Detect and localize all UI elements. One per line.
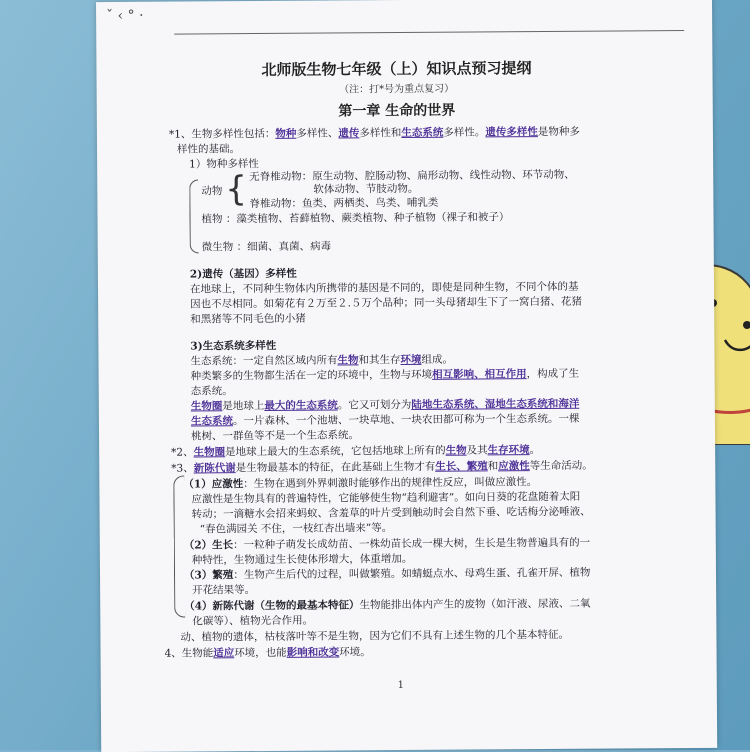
ecosystem-line-2: 种类繁多的生物都生活在一定的环境中，生物与环境相互影响、相互作用，构成了生 — [190, 367, 580, 383]
classification-brace — [189, 179, 199, 253]
animal-label: 动物 — [201, 185, 223, 198]
invertebrate-line-2: 软体动物、节肢动物。 — [313, 182, 419, 196]
genetic-line-1: 在地球上，不同种生物体内所携带的基因是不同的，即使是同种生物，不同个体的基 — [189, 280, 579, 296]
point-3-line: *3、新陈代谢是生物最基本的特征，在此基础上生物才有生长、繁殖和应激性等生命活动。 — [171, 459, 593, 475]
document-title: 北师版生物七年级（上）知识点预习提纲 — [261, 59, 532, 79]
point-2-line: *2、生物圈是地球上最大的生态系统，它包括地球上所有的生物及其生存环境。 — [171, 444, 541, 459]
irritability-line-4: “春色满园关 不住，一枝红杏出墙来”等。 — [199, 522, 393, 536]
ecosystem-line-1: 生态系统：一定自然区域内所有生物和其生存环境组成。 — [190, 353, 454, 368]
header-rule — [174, 30, 684, 35]
reproduction-line-1: （3）繁殖：生物产生后代的过程，叫做繁殖。如蜻蜓点水、母鸡生蛋、孔雀开屏、植物 — [183, 566, 591, 582]
irritability-line-3: 转动；一滴糖水会招来蚂蚁、含羞草的叶片受到触动时会自然下垂、吃话梅分泌唾液、 — [191, 505, 591, 521]
page-number: 1 — [397, 680, 405, 692]
genetic-line-3: 和黑猪等不同毛色的小猪 — [190, 312, 306, 326]
irritability-line-1: （1）应激性：生物在遇到外界刺激时能够作出的规律性反应，叫做应激性。 — [183, 476, 538, 491]
reproduction-line-2: 开花结果等。 — [192, 584, 256, 597]
point-1-line-1: *1、生物多样性包括：物种多样性、遗传多样性和生态系统多样性。遗传多样性是物种多 — [168, 125, 580, 141]
ecosystem-line-6: 桃树、一群鱼等不是一个生态系统。 — [191, 429, 360, 443]
document-page — [96, 0, 717, 752]
invertebrate-line-1: 无脊椎动物：原生动物、腔肠动物、扁形动物、线性动物、环节动物、 — [249, 168, 575, 184]
ecosystem-line-5: 生态系统。一片森林、一个池塘、一块草地、一块农田都可称为一个生态系统。一棵 — [190, 412, 580, 428]
microbe-line: 微生物 ：细菌、真菌、病毒 — [201, 240, 332, 254]
growth-line-1: （2）生长：一粒种子萌发长成幼苗、一株幼苗长成一棵大树，生长是生物普遍具有的一 — [183, 536, 591, 552]
point-1-line-2: 样性的基础。 — [176, 143, 241, 156]
ecosystem-diversity-heading: 3)生态系统多样性 — [190, 339, 277, 353]
animal-brace: { — [225, 169, 248, 210]
ecosystem-line-3: 态系统。 — [190, 385, 233, 398]
pencil-smudge: ˇ ‹ ° · — [106, 7, 144, 25]
point-4-line: 4、生物能适应环境，也能影响和改变环境。 — [164, 646, 371, 660]
non-living-note: 动、植物的遗体，枯枝落叶等不是生物，因为它们不具有上述生物的几个基本特征。 — [180, 628, 569, 644]
chapter-heading: 第一章 生命的世界 — [338, 102, 456, 120]
metabolism-line-2: 化碳等）、植物光合作用。 — [192, 614, 314, 628]
genetic-line-2: 因也不尽相同。如菊花有２万至２.５万个品种；同一头母猪却生下了一窝白猪、花猪 — [190, 295, 582, 311]
document-note: （注：打*号为重点复习） — [339, 83, 455, 96]
vertebrate-line: 脊椎动物：鱼类、两栖类、鸟类、哺乳类 — [249, 196, 439, 211]
metabolism-line-1: （4）新陈代谢（生物的最基本特征）生物能排出体内产生的废物（如汗液、尿液、二氧 — [184, 597, 591, 613]
irritability-line-2: 应激性是生物具有的普遍特性，它能够使生物“趋利避害”。如向日葵的花盘随着太阳 — [191, 490, 581, 506]
plant-line: 植物 ：藻类植物、苔藓植物、蕨类植物、种子植物（裸子和被子） — [201, 211, 510, 226]
species-diversity-heading: 1）物种多样性 — [189, 158, 259, 171]
growth-line-2: 种特性，生物通过生长使体形增大，体重增加。 — [191, 552, 413, 567]
ecosystem-line-4: 生物圈是地球上最大的生态系统。它又可划分为陆地生态系统、湿地生态系统和海洋 — [190, 397, 580, 413]
genetic-diversity-heading: 2)遗传（基因）多样性 — [189, 267, 297, 281]
